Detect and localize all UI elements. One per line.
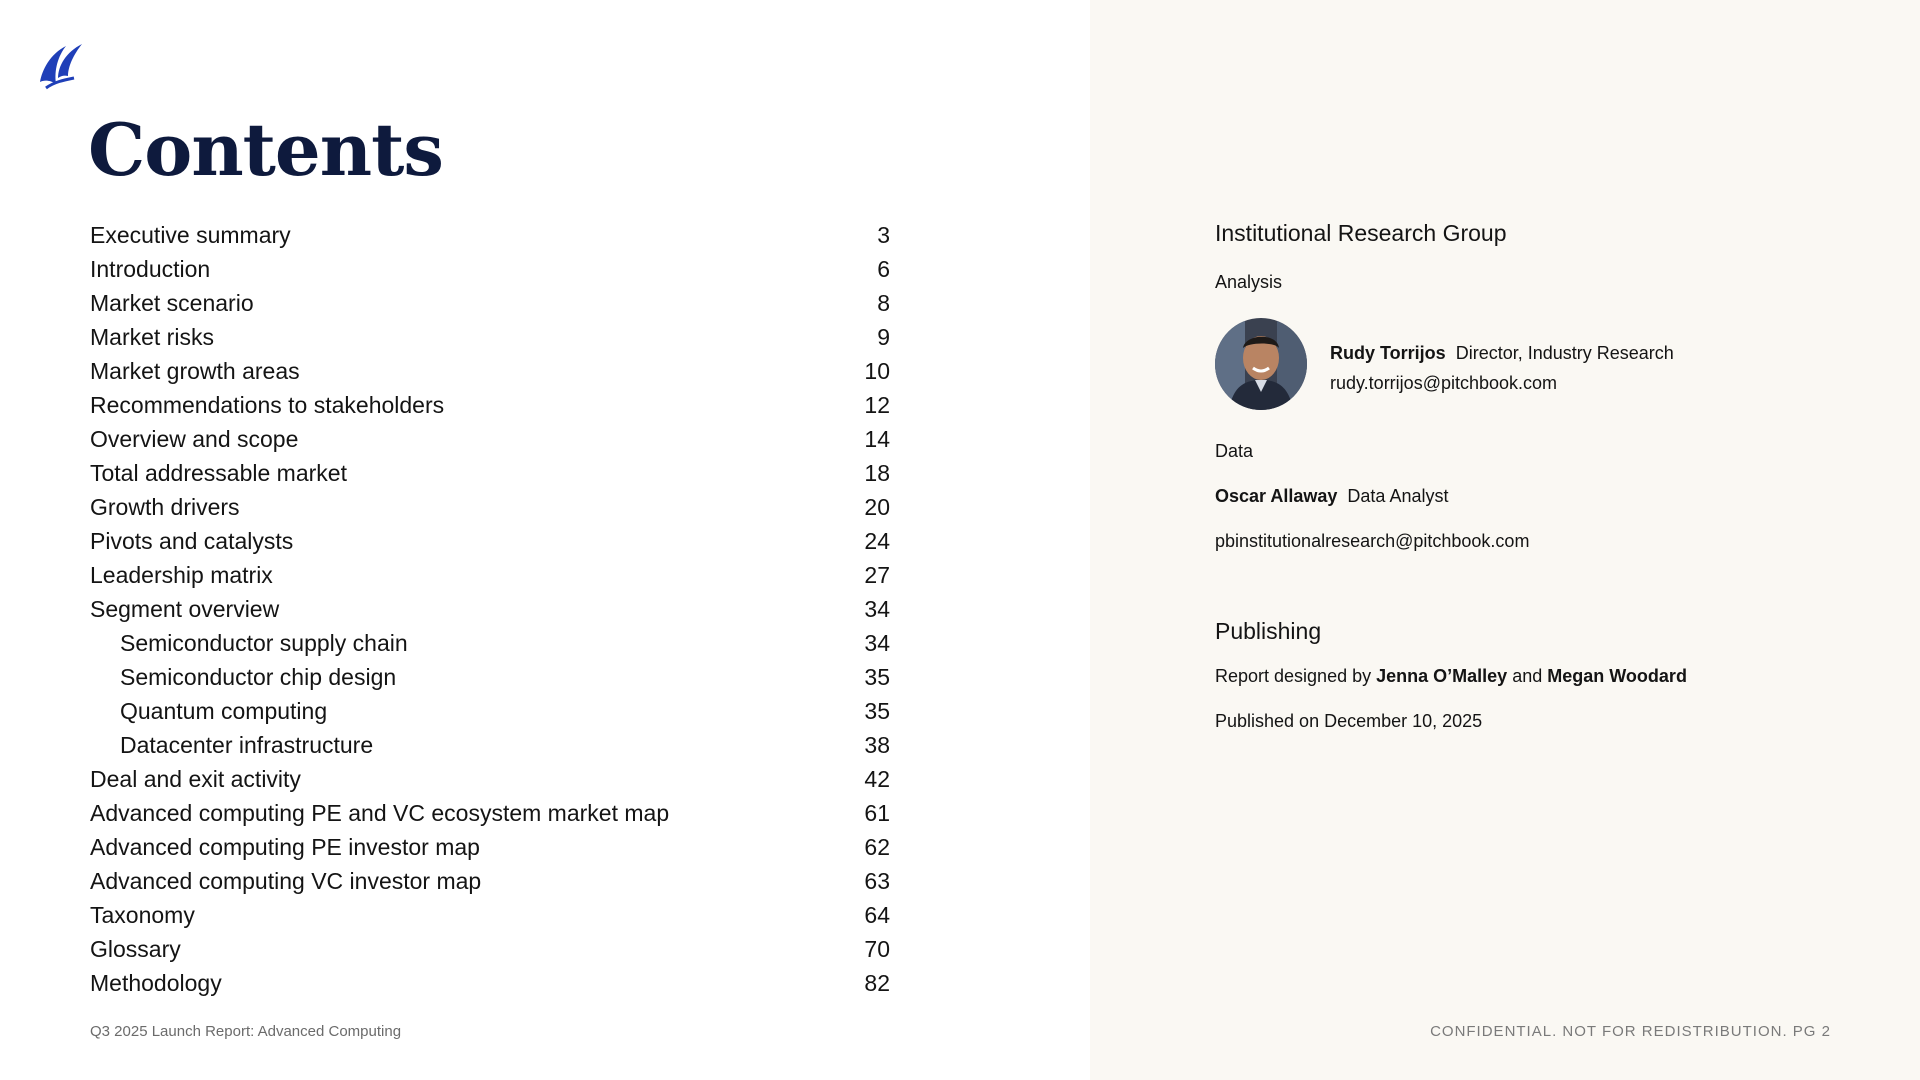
- toc-entry-page: 34: [864, 595, 890, 622]
- toc-entry[interactable]: [90, 286, 890, 320]
- toc-entry-page: 18: [864, 459, 890, 486]
- toc-entry-page: 9: [877, 323, 890, 350]
- toc-entry[interactable]: [90, 932, 890, 966]
- avatar: [1215, 318, 1307, 410]
- toc-entry-page: 3: [877, 221, 890, 248]
- toc-entry[interactable]: [90, 490, 890, 524]
- toc-entry-label: Executive summary: [90, 221, 291, 248]
- toc-entry[interactable]: [90, 694, 890, 728]
- table-of-contents: [90, 218, 890, 1000]
- toc-entry-page: 70: [864, 935, 890, 962]
- analyst-email[interactable]: rudy.torrijos@pitchbook.com: [1330, 373, 1558, 393]
- toc-entry[interactable]: [90, 626, 890, 660]
- page-title: Contents: [88, 107, 443, 192]
- toc-entry-label: Growth drivers: [90, 493, 240, 520]
- toc-entry[interactable]: [90, 388, 890, 422]
- toc-entry-page: 63: [864, 867, 890, 894]
- toc-entry-page: 14: [864, 425, 890, 452]
- toc-entry[interactable]: [90, 864, 890, 898]
- toc-entry-page: 10: [864, 357, 890, 384]
- toc-entry-label: Glossary: [90, 935, 181, 962]
- toc-entry[interactable]: [90, 422, 890, 456]
- toc-entry-page: 8: [877, 289, 890, 316]
- toc-entry-label: Quantum computing: [120, 697, 328, 724]
- toc-entry[interactable]: [90, 558, 890, 592]
- toc-entry-label: Introduction: [90, 255, 211, 282]
- toc-entry-page: 64: [864, 901, 890, 928]
- toc-entry-label: Methodology: [90, 969, 222, 996]
- toc-entry-label: Deal and exit activity: [90, 765, 301, 792]
- analyst-name: Rudy Torrijos: [1330, 343, 1446, 363]
- toc-entry[interactable]: [90, 524, 890, 558]
- toc-entry-label: Advanced computing PE investor map: [90, 833, 480, 860]
- toc-entry[interactable]: [90, 592, 890, 626]
- toc-entry-label: Segment overview: [90, 595, 280, 622]
- analyst-role: Director, Industry Research: [1455, 343, 1674, 363]
- designed-by: [1215, 666, 1687, 687]
- toc-entry[interactable]: [90, 796, 890, 830]
- toc-entry-label: Market growth areas: [90, 357, 300, 384]
- data-email[interactable]: pbinstitutionalresearch@pitchbook.com: [1215, 531, 1530, 551]
- toc-entry[interactable]: [90, 762, 890, 796]
- toc-entry-page: 20: [864, 493, 890, 520]
- sail-logo-icon: [36, 40, 84, 90]
- footer-report-title: Q3 2025 Launch Report: Advanced Computing: [90, 1023, 402, 1040]
- data-analyst-name: Oscar Allaway: [1215, 486, 1338, 506]
- toc-entry[interactable]: [90, 252, 890, 286]
- toc-entry[interactable]: [90, 728, 890, 762]
- toc-entry-label: Advanced computing VC investor map: [90, 867, 482, 894]
- toc-entry-label: Market risks: [90, 323, 214, 350]
- data-heading: Data: [1215, 441, 1254, 461]
- data-analyst-role: Data Analyst: [1347, 486, 1449, 506]
- toc-entry-page: 42: [864, 765, 890, 792]
- toc-entry[interactable]: [90, 320, 890, 354]
- toc-entry-page: 35: [864, 663, 890, 690]
- toc-entry-label: Pivots and catalysts: [90, 527, 294, 554]
- designer-1: Jenna O’Malley: [1376, 666, 1508, 686]
- toc-entry[interactable]: [90, 456, 890, 490]
- toc-entry[interactable]: [90, 660, 890, 694]
- footer-confidential: CONFIDENTIAL. NOT FOR REDISTRIBUTION. PG 2: [1430, 1023, 1831, 1040]
- toc-entry-label: Semiconductor chip design: [120, 663, 397, 690]
- toc-entry[interactable]: [90, 830, 890, 864]
- toc-entry-page: 82: [864, 969, 890, 996]
- designer-2: Megan Woodard: [1547, 666, 1687, 686]
- toc-entry-page: 35: [864, 697, 890, 724]
- toc-entry-label: Overview and scope: [90, 425, 299, 452]
- designer-and: and: [1512, 666, 1543, 686]
- toc-entry[interactable]: [90, 218, 890, 252]
- org-name: Institutional Research Group: [1215, 220, 1507, 246]
- toc-entry-label: Taxonomy: [90, 901, 195, 928]
- toc-entry[interactable]: [90, 898, 890, 932]
- toc-entry-page: 62: [864, 833, 890, 860]
- toc-entry-label: Semiconductor supply chain: [120, 629, 408, 656]
- published-date: Published on December 10, 2025: [1215, 711, 1483, 731]
- toc-entry-page: 24: [864, 527, 890, 554]
- toc-entry-page: 61: [864, 799, 890, 826]
- toc-entry-label: Datacenter infrastructure: [120, 731, 374, 758]
- toc-entry[interactable]: [90, 966, 890, 1000]
- toc-entry-label: Leadership matrix: [90, 561, 273, 588]
- toc-entry-label: Recommendations to stakeholders: [90, 391, 445, 418]
- toc-entry[interactable]: [90, 354, 890, 388]
- publishing-heading: Publishing: [1215, 618, 1322, 644]
- toc-entry-label: Advanced computing PE and VC ecosystem market map: [90, 799, 670, 826]
- analyst-contact: [1330, 338, 1674, 398]
- toc-entry-page: 12: [864, 391, 890, 418]
- toc-entry-label: Market scenario: [90, 289, 254, 316]
- data-analyst: [1215, 486, 1448, 507]
- toc-entry-page: 6: [877, 255, 890, 282]
- analysis-heading: Analysis: [1215, 272, 1283, 292]
- toc-entry-page: 27: [864, 561, 890, 588]
- toc-entry-page: 38: [864, 731, 890, 758]
- designed-prefix: Report designed by: [1215, 666, 1372, 686]
- toc-entry-label: Total addressable market: [90, 459, 347, 486]
- toc-entry-page: 34: [864, 629, 890, 656]
